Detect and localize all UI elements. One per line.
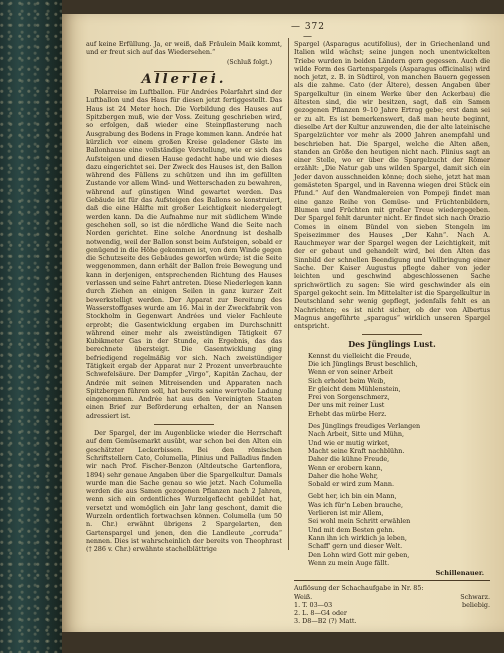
divider-line [154, 424, 214, 425]
poem-line: Und wie er mutig wirket, [308, 438, 390, 447]
article-asparagus: Der Spargel, der im Augenblicke wieder die Herrschaft auf dem Gemüsemarkt ausübt, war schon bei den Alten ein geschätzter Leckerbissen. Bei den römischen Schriftstellern Cato, Columella, Plinius und Palladius finden wir nach Prof. Fischer-Benzon (Altdeutsche Gartenflora, 1894) sehr genaue Angaben über die Spargelkultur. Damals wurde man die Sache genau so wie jetzt. Nach Columella werden die aus Samen gezogenen Pflanzen nach 2 Jahren, wenn sich ein ordentliches Wurzelgeflecht gebildet hat, versetzt und womöglich ein Jahr lang geschont, damit die Wurzeln ordentlich fortwachsen können. Columella (um 50 n. Chr.) erwähnt übrigens 2 Spargelarten, den Gartenspargel und jenen, den die Landleute „corruda“ nennen. Dies ist wahrscheinlich der bereits von Theophrast († 286 v. Chr.) erwähnte stachelblättrige [86, 429, 282, 554]
poem-line: Gebt her, ich bin ein Mann, [308, 492, 397, 501]
white-move: 1. T. 03—03 [294, 600, 333, 609]
poem-line: Macht seine Kraft nachblühn. [308, 446, 405, 455]
book-binding [0, 0, 62, 653]
white-move: 3. D8—B2 (?) Matt. [294, 617, 357, 626]
right-column [294, 40, 490, 625]
chess-solution [294, 584, 490, 625]
poem-line: Kennst du vielleicht die Freude, [308, 351, 412, 360]
poem-line: Daher die hohe Wehr, [308, 471, 379, 480]
poem-line: Kann ihn ich wirklich ja leben, [308, 533, 407, 542]
continuation-note: (Schluß folgt.) [227, 58, 272, 66]
column-divider [288, 38, 289, 550]
chess-solution-moves [294, 601, 490, 626]
poem-line: Daher die kühne Freude, [308, 455, 390, 464]
chess-solution-title: Auflösung der Schachaufgabe in Nr. 85: [294, 584, 424, 593]
poem-line: Wenn zu mein Auge fällt. [308, 558, 390, 567]
poem-line: Der uns mit reiner Lust [308, 401, 385, 410]
poem-line: Des Jünglings freudiges Verlangen [308, 422, 421, 431]
poem-line: Wenn er von seiner Arbeit [308, 368, 393, 377]
article-polar-balloon: Polarreise im Luftballon. Für Andrées Polarfahrt sind der Luftballon und das Haus für diesen jetzt fertiggestellt. Das Haus ist 24 Meter hoch. Die Vorbildung des Hauses auf Spitzbergen muß, wie der Voss. Zeitung geschrieben wird, so erfolgen, daß wieder eine Steinpflasterung nach Ausgrabung des Bodens in Frage kommen kann. Andrée hat kürzlich vor einem großen Kreise geladener Gäste im Ballonhause eine vollständige Vorstellung, wie er sich das Aufsteigen und diesen Hause gedacht habe und wie dieses dazu eingerichtet sei. Der Zweck des Hauses ist, den Ballon während des Füllens zu schützen und ihn im gefüllten Zustande vor allem Wind- und Wetterschaden zu bewahren, während auf günstigen Wind gewartet werden. Das Gebäude ist für das Aufsteigen des Ballons so konstruiert, daß die eine Hälfte mit großer Leichtigkeit niedergelegt werden kann. Da die Aufnahme nur mit südlichem Winde geschehen soll, so ist die nördliche Wand die Seite nach Norden gerichtet. Eine solche Anordnung ist deshalb notwendig, weil der Ballon sonst beim Aufsteigen, sobald er genügend in die Höhe gekommen ist, von dem Winde gegen die Schutzseite des Gebäudes geworfen würde; ist die Seite weggenommen, dann erhält der Ballon freie Bewegung und kann in derjenigen, entsprechenden Richtung des Hauses verlassen und seine Fahrt antreten. Diese Niederlegen kann durch Ziehen an einigen Seilen in ganz kurzer Zeit bewerkstelligt werden. Der Apparat zur Bereitung des Wasserstoffgases wurde am 16. Mai in der Zweckfabrik von Stockholm in Gegenwart Andrées und vieler Fachleute erprobt; die Gasentwicklung ergaben im Durchschnitt während einer mehr als zweistündigen Tätigkeit 67 Kubikmeter Gas in der Stunde, ein Ergebnis, das das berechnete übersteigt. Die Gasentwicklung ging befriedigend regelmäßig vor sich. Nach zweistündiger Tätigkeit ergab der Apparat nur 2 Prozent unverbrauchte Schwefelsäure. Der Dampfer „Virgo“, Kapitän Zachau, der Andrée mit seinen Mitreisenden und Apparaten nach Spitzbergen führen soll, hat bereits seine wertvolle Ladung eingenommen. Andrée hat aus den Vereinigten Staaten einen Brief zur Beförderung erhalten, der an Nansen adressiert ist. [86, 88, 282, 420]
poem-line: Die ich Jünglings Brust beschlich, [308, 359, 418, 368]
poem-line: Und mit dem Besten gehn. [308, 525, 395, 534]
poem-author: Schillenauer. [435, 569, 484, 578]
article-asparagus-continued: Spargel (Asparagus acutifolius), der in Griechenland und Italien wild wächst; seine jungen noch unentwickelten Triebe wurden in beiden Ländern gern gegessen. Auch die wilde Form des Gartenspargels (Asparagus officinalis) wird noch jetzt, z. B. in Südtirol, von manchen Bauern gegessen als die zahme. Cato (der Ältere), dessen Angaben über Spargelkultur (in einem Werke über den Ackerbau) die ältesten sind, die wir besitzen, sagt, daß ein Samen gezogenen Pflanzen 9–10 Jahre Ertrag gebe; erst dann sei er zu alt. Es ist bemerkenswert, daß man heute beginnt, dieselbe Art der Kultur anzuwenden, die der alte lateinische Spargelzüchter vor mehr als 2000 Jahren anempfahl und beschrieben hat. Die Spargel, welche die Alten aßen, standen an Größe den heutigen nicht nach. Plinius sagt an einer Stelle, wo er über die Spargelzucht der Römer erzählt: „Die Natur gab uns wilden Spargel, damit sich ein Jeder davon ausschneiden könne; doch siehe, jetzt hat man gemästeten Spargel, und in Ravenna wiegen drei Stück ein Pfund.“ Auf den Wandmalereien von Pompeji findet man eine ganze Reihe von Gemüse- und Früchtenbildern, Blumen und Früchten mit großer Treue wiedergegeben. Der Spargel fehlt darunter nicht. Er findet sich nach Orazio Comes in einem Bündel von sieben Stengeln im Speisezimmer des Hauses „Der Kahn“. Nach A. Rauchmeyer war der Spargel wegen der Leichtigkeit, mit der er gebaut und gehandelt wird, bei den Alten das Sinnbild der schnellen Beendigung und Vollbringung einer Sache. Der Kaiser Augustus pflegte daher von jeder leichten und geschwind abgeschlossenen Sache sprichwörtlich zu sagen: Sie wird geschwinder als ein Spargel gekocht sein. Im Mittelalter ist die Spargelkultur in Deutschland sehr wenig gepflegt, jedenfalls fehlt es an Nachrichten; es ist nicht sicher, ob der von Albertus Magnus angeführte „sparagus“ wirklich unseren Spargel entspricht. [294, 40, 490, 331]
story-ending: auf keine Erfüllung. Ja, er weiß, daß Fräulein Maik kommt, und er freut sich auf das Wiedersehen.“ [86, 40, 282, 57]
chess-solution-header [294, 593, 490, 601]
poem-body [294, 352, 490, 567]
page-number: — 372 — [290, 22, 326, 42]
poem-line: Sobald er wird zum Mann. [308, 480, 395, 489]
poem-line: Sei wohl mein Schritt erwählen [308, 517, 411, 526]
poem-line: Erhebt das mürbe Herz. [308, 409, 387, 418]
poem-line: Verlieren ist mir Allem, [308, 509, 384, 518]
book-page [62, 14, 504, 632]
chess-move-row [294, 601, 490, 609]
poem-title: Des Jünglings Lust. [348, 339, 436, 350]
poem-line: Was ich für'n Leben brauche, [308, 500, 403, 509]
poem-line: Nach Arbeit, Sitte und Mühn, [308, 430, 404, 439]
black-label: Schwarz. [460, 592, 490, 601]
chess-move-row [294, 609, 490, 617]
white-label: Weiß. [294, 592, 313, 601]
poem-line: Schaff' gern und dieser Welt. [308, 542, 403, 551]
chess-move-row [294, 617, 490, 625]
poem-line: Er gleicht dem Mühlenstein, [308, 384, 401, 393]
divider-line [362, 334, 422, 335]
black-move: beliebig. [462, 600, 490, 609]
divider-line [294, 580, 490, 581]
poem-line: Frei von Sorgenschmerz, [308, 393, 390, 402]
left-column [86, 40, 282, 556]
poem-line: Sich erholet beim Weib, [308, 376, 386, 385]
white-move: 2. L. 8—G4 oder [294, 609, 347, 618]
poem-line: Wenn er erobern kann, [308, 463, 383, 472]
poem-line: Den Lohn wird Gott mir geben, [308, 550, 410, 559]
section-title: Allerlei. [141, 71, 227, 87]
